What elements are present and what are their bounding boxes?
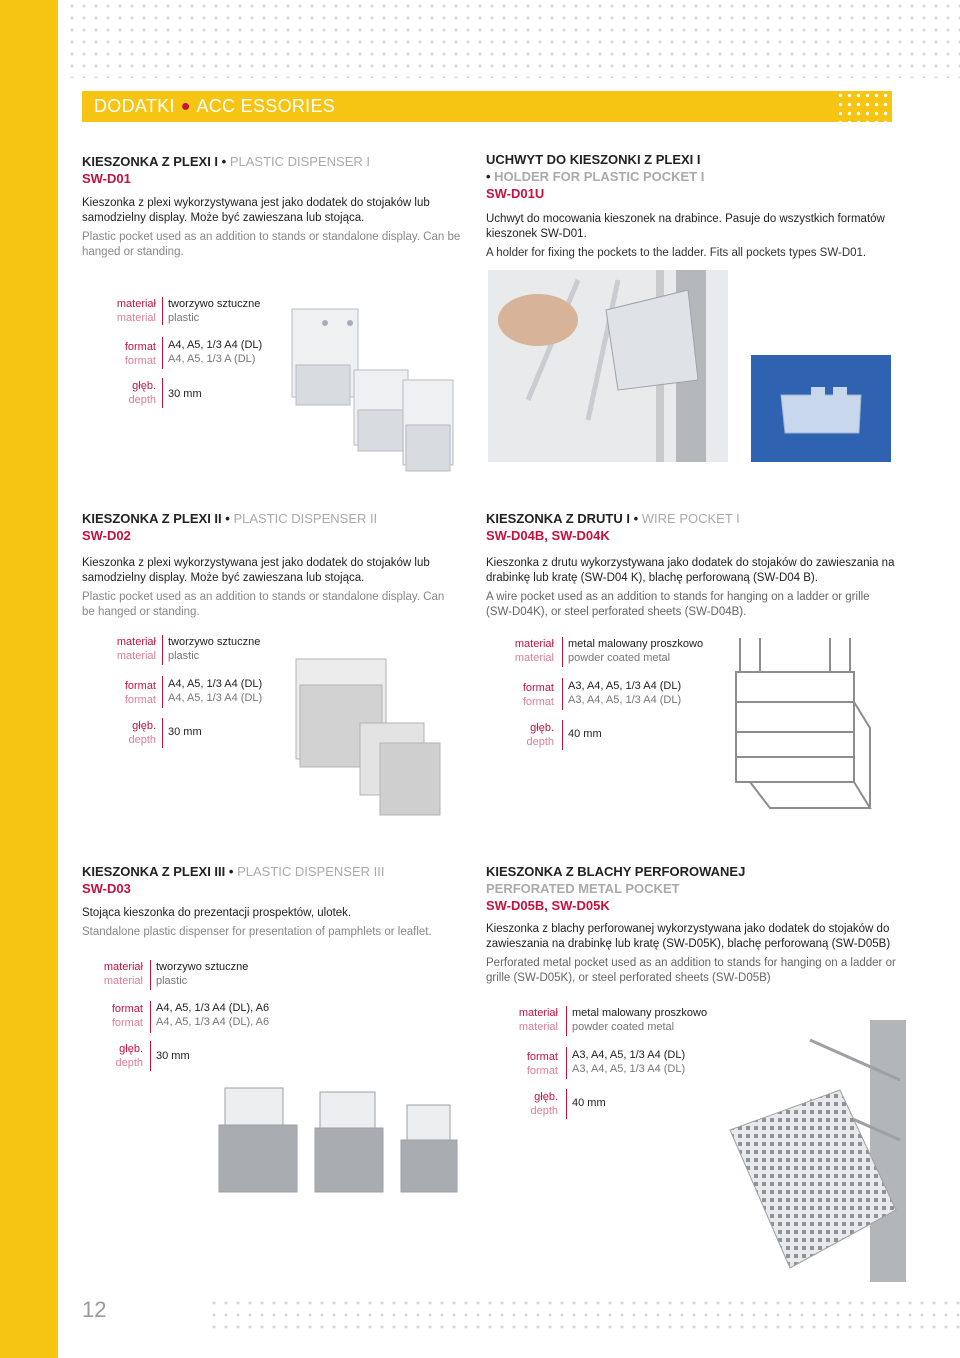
page-number: 12 [82, 1297, 107, 1322]
label-depth: głęb. depth [128, 380, 156, 406]
product-code: SW-D05B, SW-D05K [486, 898, 610, 913]
product-code: SW-D04B, SW-D04K [486, 528, 610, 543]
description-pl: Kieszonka z blachy perforowanej wykorzystywana jako dodatek do stojaków do zawieszania na drabinkę lub kratę (SW-D05K), blachę perforowaną (SW-D05B) [486, 923, 891, 950]
label-format: format format [124, 341, 156, 367]
product-sw-d04 [486, 510, 896, 620]
header-title-pl: DODATKI [94, 96, 175, 116]
product-title: KIESZONKA Z DRUTU I • WIRE POCKET I [486, 511, 740, 526]
section-header [82, 91, 892, 122]
description-en: A holder for fixing the pockets to the ladder. Fits all pockets types SW-D01. [486, 247, 867, 259]
product-code: SW-D03 [82, 881, 131, 896]
yellow-side-bar [0, 0, 58, 1358]
decorative-dot-pattern [208, 1297, 960, 1337]
divider [162, 337, 163, 369]
product-code: SW-D01 [82, 171, 131, 186]
title-pl: KIESZONKA Z PLEXI I [82, 154, 219, 169]
plastic-dispenser-i-image [288, 305, 478, 475]
description-pl: Stojąca kieszonka do prezentacji prospektów, ulotek. [82, 907, 352, 919]
product-subtitle-en: PERFORATED METAL POCKET [486, 881, 680, 896]
description-pl: Kieszonka z drutu wykorzystywana jako dodatek do stojaków do zawieszania na drabinkę lub kratę (SW-D04 K), blachę perforowaną (SW-D04 B). [486, 557, 895, 584]
title-en: PLASTIC DISPENSER I [229, 154, 370, 169]
value-material: tworzywo sztuczne plastic [168, 298, 261, 324]
product-title: UCHWYT DO KIESZONKI Z PLEXI I [486, 152, 701, 167]
description-en: Plastic pocket used as an addition to stands or standalone display. Can be hanged or standing. [82, 591, 445, 618]
description-pl: Uchwyt do mocowania kieszonek na drabince. Pasuje do wszystkich formatów kieszonek SW-D01. [486, 213, 885, 240]
description-pl: Kieszonka z plexi wykorzystywana jest jako dodatek do stojaków lub samodzielny display. Może być zawieszana lub stojąca. [82, 197, 430, 224]
divider [162, 378, 163, 408]
description-en: Plastic pocket used as an addition to stands or standalone display. Can be hanged or standing. [82, 231, 461, 258]
label-material: materiał material [116, 298, 156, 324]
product-sw-d02 [82, 510, 452, 620]
product-sw-d01u [486, 151, 896, 261]
wire-pocket-image [730, 632, 880, 812]
value-depth: 30 mm [168, 388, 202, 400]
product-title: KIESZONKA Z PLEXI II • PLASTIC DISPENSER II [82, 511, 378, 526]
product-code: SW-D01U [486, 186, 545, 201]
product-sw-d01 [82, 153, 462, 260]
holder-blue-photo [751, 355, 891, 462]
header-title-en: ACC ESSORIES [196, 96, 336, 116]
description-en: Standalone plastic dispenser for presentation of pamphlets or leaflet. [82, 926, 432, 938]
description-en: Perforated metal pocket used as an addition to stands for hanging on a ladder or grille (SW-D05K), or steel perforated sheets (SW-D05B) [486, 957, 896, 984]
description-en: A wire pocket used as an addition to stands for hanging on a ladder or grille (SW-D04K), or steel perforated sheets (SW-D04B). [486, 591, 870, 618]
decorative-dot-pattern [66, 0, 960, 78]
holder-photo [488, 270, 728, 462]
plastic-dispenser-ii-image [290, 655, 450, 825]
product-code: SW-D02 [82, 528, 131, 543]
product-title: KIESZONKA Z PLEXI III • PLASTIC DISPENSER III [82, 864, 385, 879]
product-sw-d03 [82, 863, 462, 940]
product-title: KIESZONKA Z PLEXI I • PLASTIC DISPENSER I [82, 154, 370, 169]
description-pl: Kieszonka z plexi wykorzystywana jest jako dodatek do stojaków lub samodzielny display. Może być zawieszana lub stojąca. [82, 557, 430, 584]
header-dot-pattern [836, 91, 892, 122]
perforated-metal-pocket-image [720, 1020, 910, 1282]
plastic-dispenser-iii-image [205, 1080, 465, 1200]
value-format: A4, A5, 1/3 A4 (DL) A4, A5, 1/3 A (DL) [168, 339, 263, 365]
bullet: ● [180, 97, 191, 115]
product-sw-d05 [486, 863, 896, 986]
product-title: KIESZONKA Z BLACHY PERFOROWANEJ [486, 864, 746, 879]
divider [162, 297, 163, 325]
product-subtitle-en: • HOLDER FOR PLASTIC POCKET I [486, 169, 705, 184]
